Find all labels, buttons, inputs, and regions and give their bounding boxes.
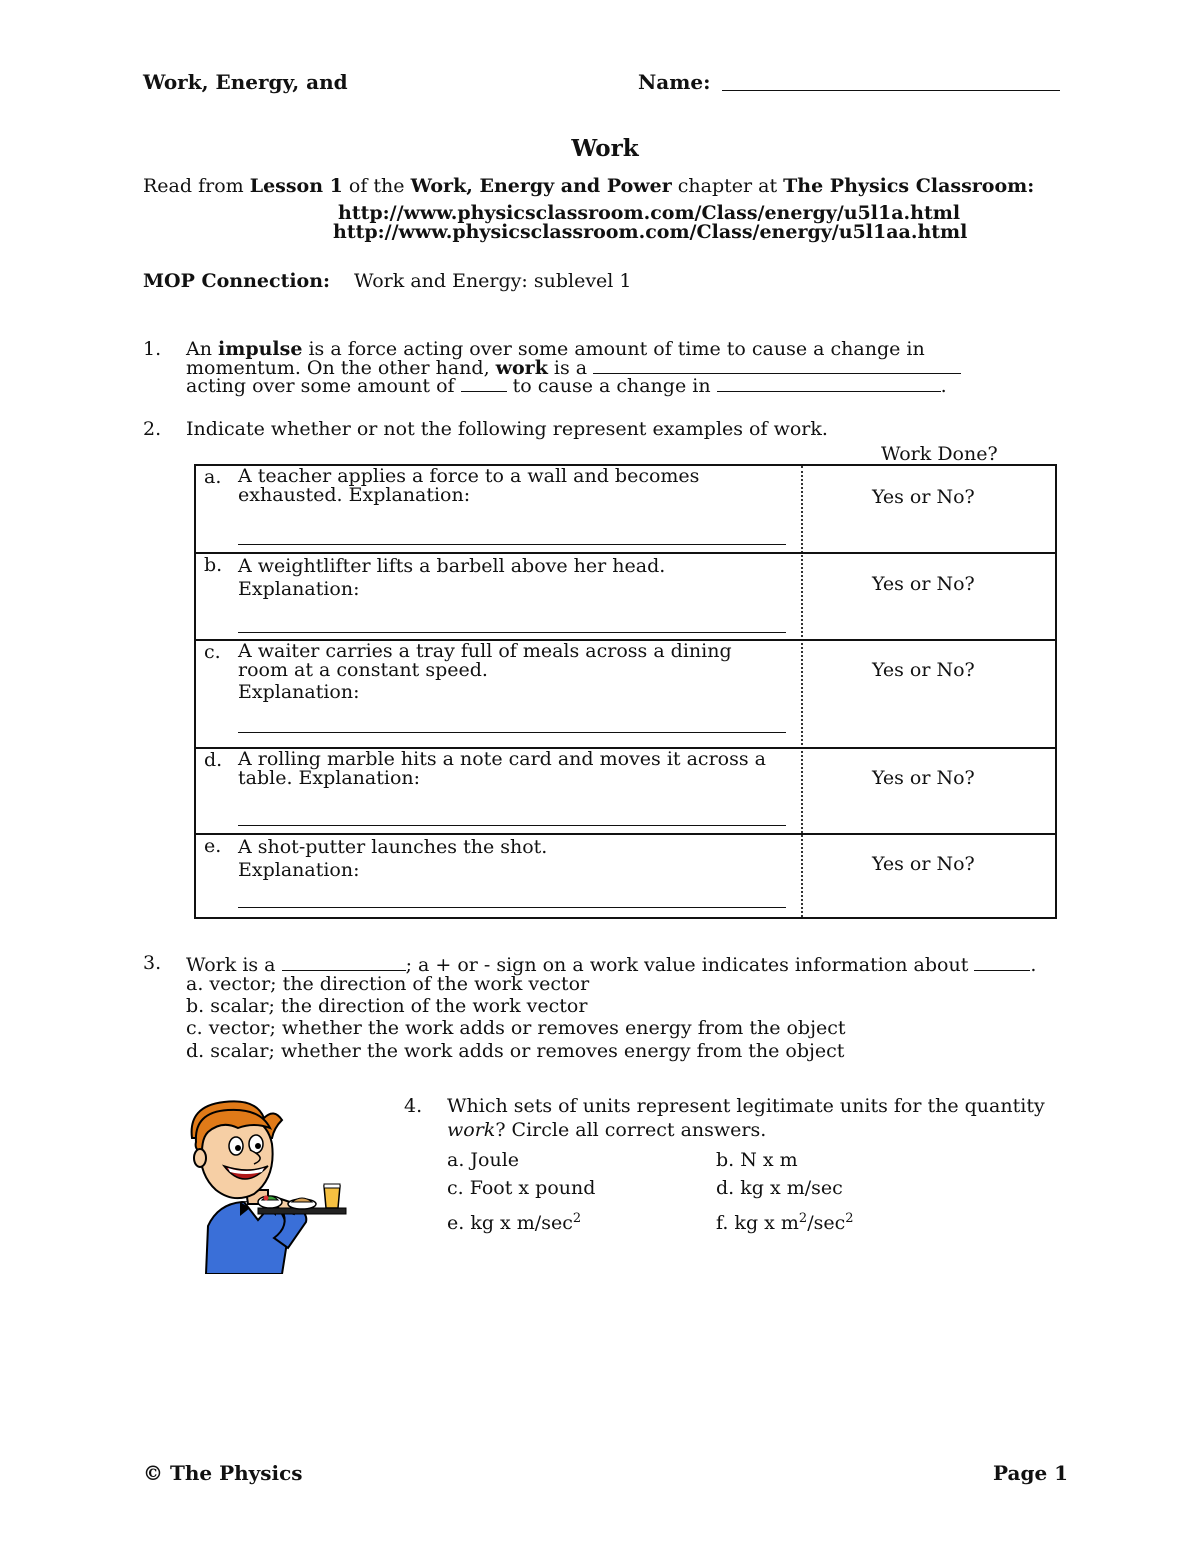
q4-option-b[interactable]: b. N x m <box>716 1149 798 1171</box>
table-row-e <box>196 835 1055 917</box>
row-description: A teacher applies a force to a wall and becomes exhausted. Explanation: <box>238 465 700 506</box>
yes-or-no-answer[interactable]: Yes or No? <box>872 659 975 681</box>
yes-or-no-answer[interactable]: Yes or No? <box>872 573 975 595</box>
page-number: Page 1 <box>993 1461 1069 1485</box>
yes-or-no-answer[interactable]: Yes or No? <box>872 486 975 508</box>
q2-text: Indicate whether or not the following represent examples of work. <box>186 418 828 440</box>
row-description: A rolling marble hits a note card and moves it across a table. Explanation: <box>238 748 766 789</box>
q3-option-b[interactable]: b. scalar; the direction of the work vector <box>186 995 588 1017</box>
q1-line-3: acting over some amount of to cause a change in . <box>186 375 947 397</box>
table-row-c <box>196 641 1055 749</box>
explanation-line[interactable] <box>238 825 786 826</box>
q2-number: 2. <box>143 418 162 440</box>
row-letter: c. <box>204 641 221 663</box>
q4-line-1: Which sets of units represent legitimate units for the quantity <box>447 1095 1045 1117</box>
q1-line-1: An impulse is a force acting over some amount of time to cause a change in <box>186 338 925 360</box>
q1-blank-work[interactable] <box>593 357 961 374</box>
explanation-line[interactable] <box>238 632 786 633</box>
row-description: A weightlifter lifts a barbell above her head. Explanation: <box>238 555 666 600</box>
q3-blank-1[interactable] <box>282 954 406 971</box>
row-letter: d. <box>204 749 223 771</box>
explanation-line[interactable] <box>238 907 786 908</box>
footer-copyright: © The Physics <box>143 1461 303 1485</box>
table-row-d <box>196 749 1055 835</box>
yes-or-no-answer[interactable]: Yes or No? <box>872 853 975 875</box>
q3-blank-2[interactable] <box>974 954 1030 971</box>
explanation-line[interactable] <box>238 544 786 545</box>
row-letter: b. <box>204 554 223 576</box>
mop-label: MOP Connection: <box>143 270 331 292</box>
mop-text: Work and Energy: sublevel 1 <box>354 270 632 292</box>
q3-option-c[interactable]: c. vector; whether the work adds or removes energy from the object <box>186 1017 846 1039</box>
q1-blank-change[interactable] <box>717 375 941 392</box>
explanation-line[interactable] <box>238 732 786 733</box>
work-done-header: Work Done? <box>881 443 998 465</box>
work-table <box>194 464 1057 919</box>
row-letter: e. <box>204 835 222 857</box>
yes-or-no-answer[interactable]: Yes or No? <box>872 767 975 789</box>
table-row-a <box>196 466 1055 554</box>
header-left: Work, Energy, and <box>143 70 348 94</box>
row-description: A shot-putter launches the shot. Explanation: <box>238 836 548 881</box>
q1-number: 1. <box>143 338 162 360</box>
q4-option-e[interactable]: e. kg x $m/\sec^2$ <box>447 1211 582 1234</box>
q1-blank-time[interactable] <box>461 375 507 392</box>
q4-line-2: work? Circle all correct answers. <box>447 1119 767 1141</box>
table-row-b <box>196 554 1055 641</box>
row-letter: a. <box>204 466 222 488</box>
q4-option-d[interactable]: d. kg x m/sec <box>716 1177 843 1199</box>
q4-option-f[interactable]: f. kg x $m^2/\sec^2$ <box>716 1211 854 1234</box>
intro-text: Read from Lesson 1 of the Work, Energy and Power chapter at The Physics Classroom: <box>143 175 1035 197</box>
lesson-link-1[interactable]: http://www.physicsclassroom.com/Class/energy/u5l1a.html <box>338 202 961 224</box>
lesson-link-2[interactable]: http://www.physicsclassroom.com/Class/energy/u5l1aa.html <box>333 221 968 243</box>
q3-number: 3. <box>143 952 162 974</box>
q4-option-c[interactable]: c. Foot x pound <box>447 1177 596 1199</box>
waiter-illustration <box>178 1098 350 1274</box>
row-description: A waiter carries a tray full of meals across a dining room at a constant speed. Explanation: <box>238 640 732 703</box>
q4-number: 4. <box>404 1095 423 1117</box>
page-title: Work <box>571 135 639 162</box>
q3-option-a[interactable]: a. vector; the direction of the work vector <box>186 973 590 995</box>
name-label: Name: <box>638 70 711 94</box>
q3-stem: Work is a ; a + or - sign on a work value indicates information about . <box>186 954 1037 976</box>
q1-line-2: momentum. On the other hand, work is a <box>186 357 961 378</box>
name-field[interactable] <box>722 90 1060 91</box>
q3-option-d[interactable]: d. scalar; whether the work adds or removes energy from the object <box>186 1040 845 1062</box>
q4-option-a[interactable]: a. Joule <box>447 1149 520 1171</box>
